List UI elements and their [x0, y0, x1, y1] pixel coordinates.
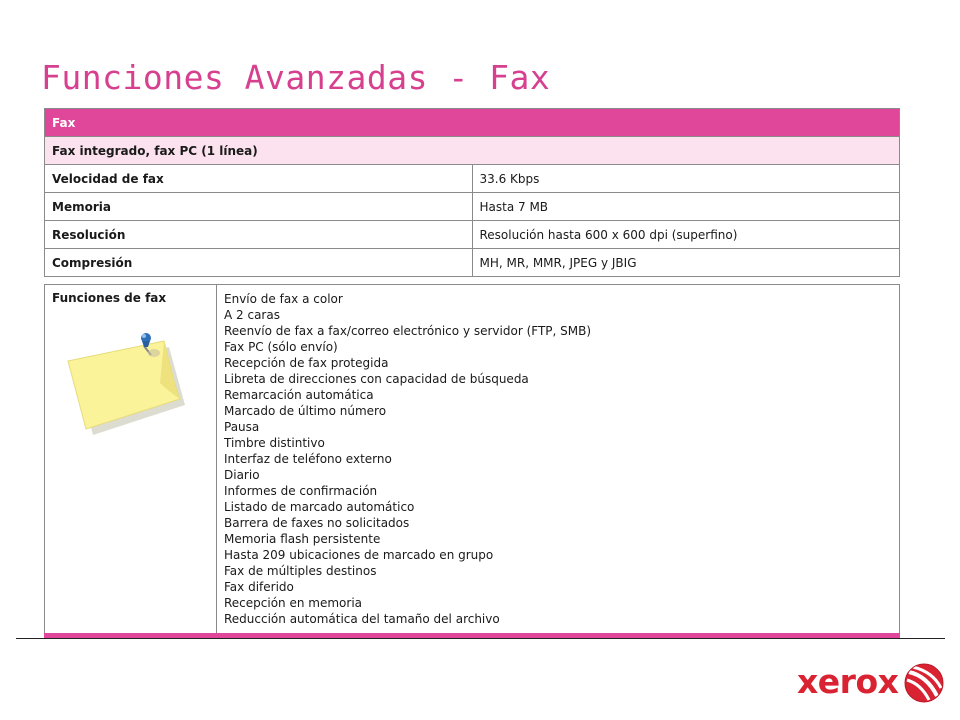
row-label: Memoria — [45, 193, 473, 221]
table-row-fax-speed — [45, 165, 900, 193]
features-cell — [217, 285, 900, 634]
list-item: Fax PC (sólo envío) — [224, 340, 338, 354]
row-value: Hasta 7 MB — [472, 193, 900, 221]
list-item: Memoria flash persistente — [224, 532, 381, 546]
list-item: Reenvío de fax a fax/correo electrónico y servidor (FTP, SMB) — [224, 324, 592, 338]
list-item: Interfaz de teléfono externo — [224, 452, 392, 466]
features-list — [224, 291, 892, 627]
list-item: Listado de marcado automático — [224, 500, 415, 514]
features-label: Funciones de fax — [45, 285, 217, 634]
logo-text: xerox — [797, 662, 899, 701]
list-item: A 2 caras — [224, 308, 280, 322]
list-item: Pausa — [224, 420, 260, 434]
list-item: Marcado de último número — [224, 404, 387, 418]
table-header-fax: Fax — [45, 109, 900, 137]
list-item: Informes de confirmación — [224, 484, 378, 498]
table-subheader: Fax integrado, fax PC (1 línea) — [45, 137, 900, 165]
list-item: Hasta 209 ubicaciones de marcado en grupo — [224, 548, 494, 562]
list-item: Timbre distintivo — [224, 436, 325, 450]
row-label: Compresión — [45, 249, 473, 277]
list-item: Recepción en memoria — [224, 596, 362, 610]
row-value: 33.6 Kbps — [472, 165, 900, 193]
row-value: MH, MR, MMR, JPEG y JBIG — [472, 249, 900, 277]
page-title: Funciones Avanzadas - Fax — [41, 58, 551, 97]
list-item: Remarcación automática — [224, 388, 374, 402]
list-item: Diario — [224, 468, 260, 482]
xerox-logo — [797, 660, 947, 708]
table-row-resolution — [45, 221, 900, 249]
list-item: Fax de múltiples destinos — [224, 564, 377, 578]
table-subheader-row — [45, 137, 900, 165]
footer-divider — [16, 638, 945, 639]
list-item: Envío de fax a color — [224, 292, 343, 306]
list-item: Barrera de faxes no solicitados — [224, 516, 410, 530]
list-item: Libreta de direcciones con capacidad de búsqueda — [224, 372, 529, 386]
list-item: Reducción automática del tamaño del archivo — [224, 612, 500, 626]
sticky-note-pushpin-icon — [64, 325, 189, 440]
row-value: Resolución hasta 600 x 600 dpi (superfino) — [472, 221, 900, 249]
table-row-compression — [45, 249, 900, 277]
row-label: Velocidad de fax — [45, 165, 473, 193]
table-header-row — [45, 109, 900, 137]
list-item: Fax diferido — [224, 580, 294, 594]
xerox-globe-icon — [903, 662, 945, 704]
table-row-memory — [45, 193, 900, 221]
row-label: Resolución — [45, 221, 473, 249]
fax-spec-table — [44, 108, 900, 277]
list-item: Recepción de fax protegida — [224, 356, 389, 370]
